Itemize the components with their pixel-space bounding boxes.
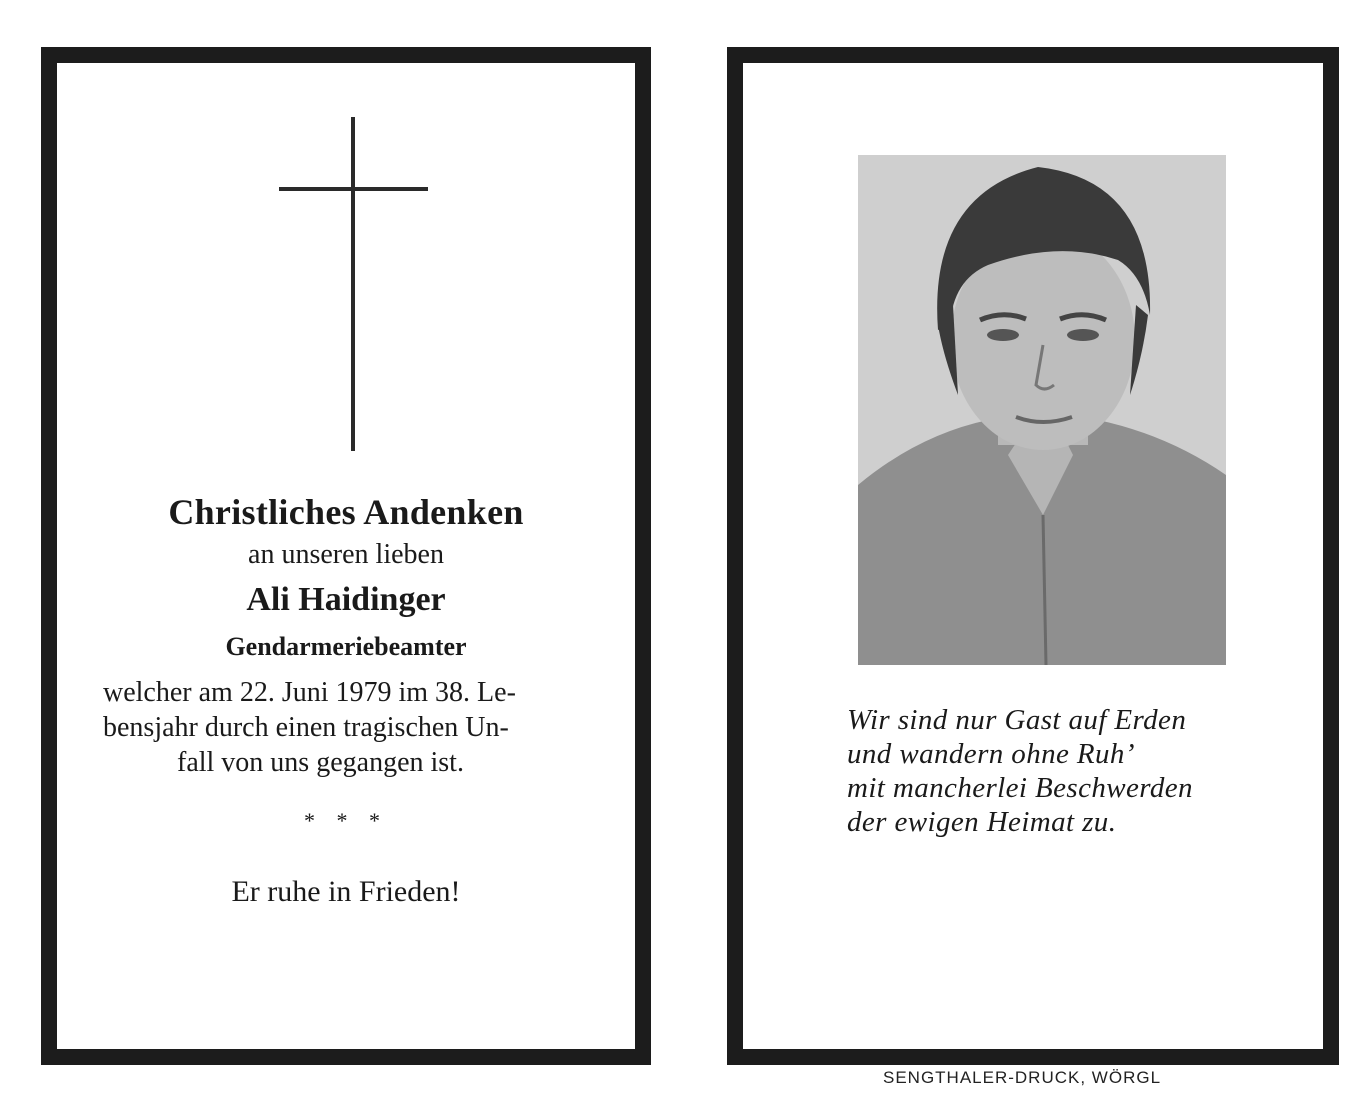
poem-line: und wandern ohne Ruh’ <box>847 738 1135 770</box>
portrait-photo <box>858 155 1226 665</box>
body-line: welcher am 22. Juni 1979 im 38. Le- <box>103 677 516 708</box>
body-line: bensjahr durch einen tragischen Un- <box>103 712 509 743</box>
memorial-card-front <box>41 47 651 1065</box>
cross-icon <box>351 117 355 451</box>
profession: Gendarmeriebeamter <box>225 632 467 661</box>
poem-line: Wir sind nur Gast auf Erden <box>847 704 1187 736</box>
printer-imprint: SENGTHALER-DRUCK, WÖRGL <box>883 1068 1162 1087</box>
card-title: Christliches Andenken <box>168 492 524 532</box>
separator: * * * <box>304 808 388 833</box>
poem-line: der ewigen Heimat zu. <box>847 806 1117 838</box>
closing-line: Er ruhe in Frieden! <box>231 875 461 908</box>
memorial-card-back <box>727 47 1339 1065</box>
deceased-name: Ali Haidinger <box>246 581 446 618</box>
body-line: fall von uns gegangen ist. <box>177 747 464 778</box>
poem-line: mit mancherlei Beschwerden <box>847 772 1193 804</box>
cross-icon-bar <box>279 187 428 191</box>
intro-line: an unseren lieben <box>248 539 444 570</box>
poem <box>847 703 1317 839</box>
